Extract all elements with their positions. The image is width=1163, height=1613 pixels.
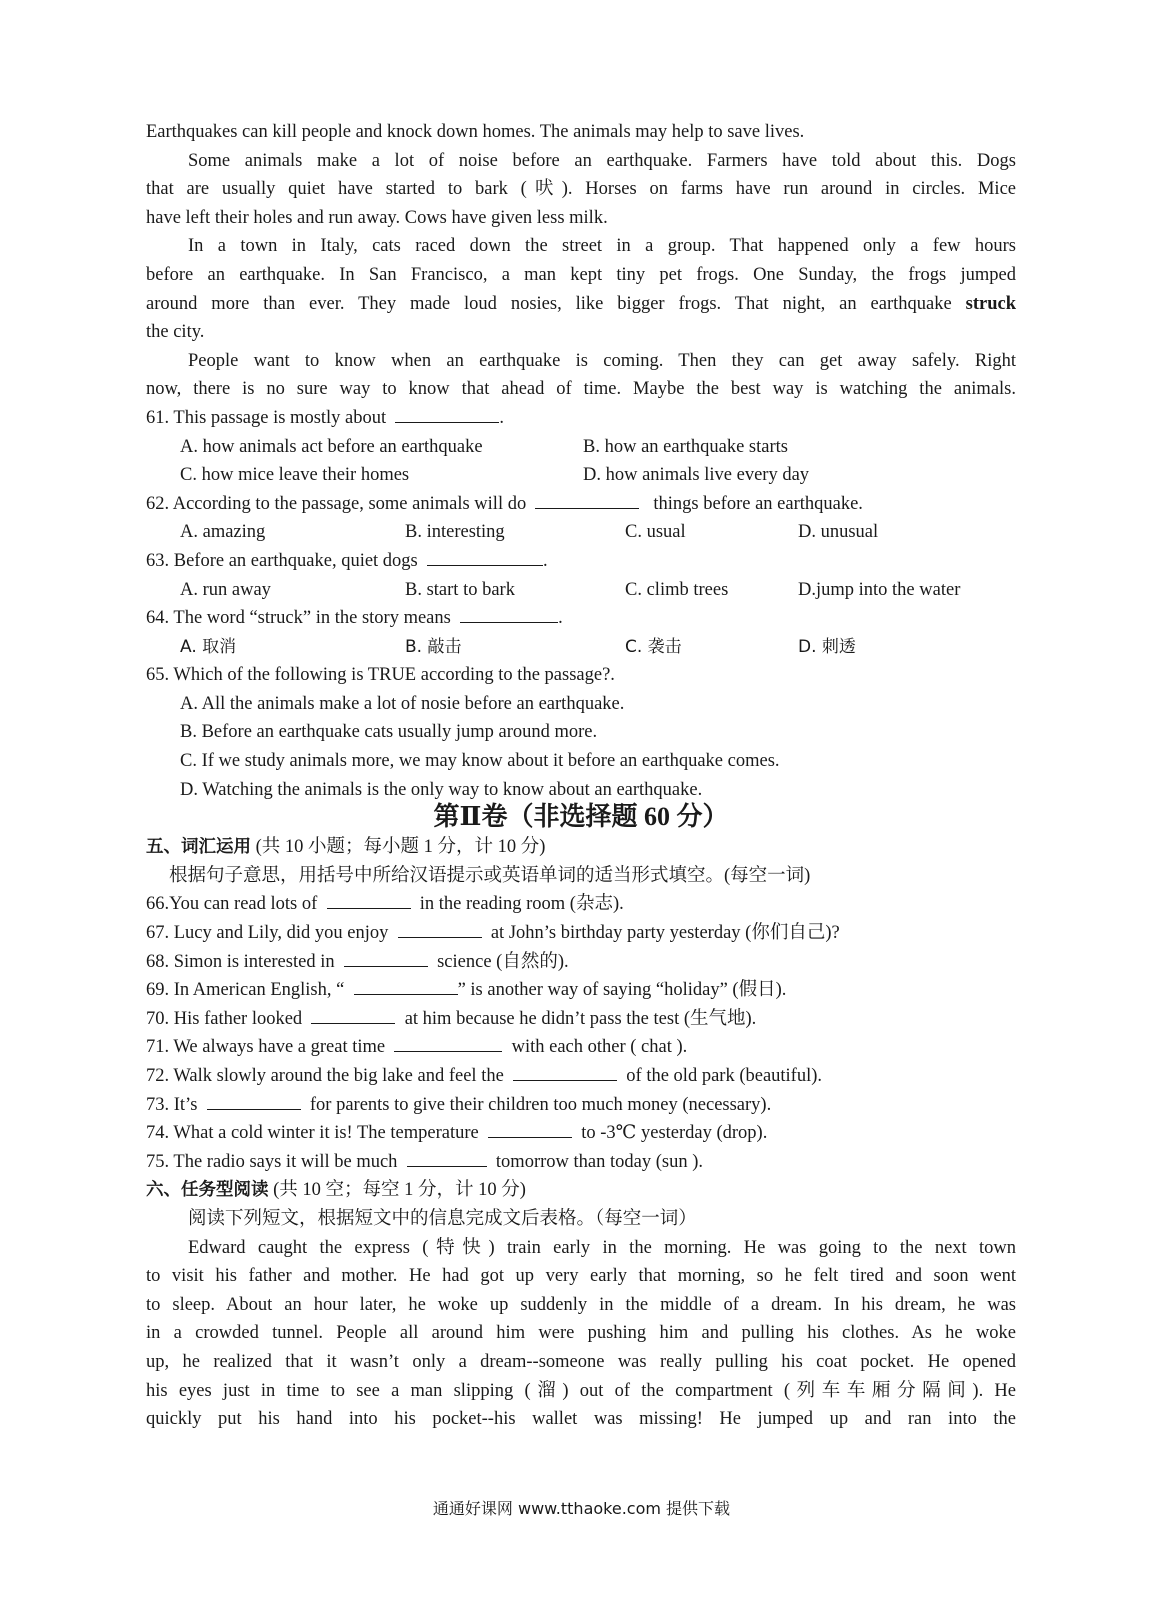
passage-line: his eyes just in time to see a man slipping (溜) out of the compartment (列车车厢分隔间). He	[146, 1380, 1016, 1401]
passage-line: quickly put his hand into his pocket--his wallet was missing! He jumped up and ran into the	[146, 1409, 1016, 1430]
bold-word-struck: struck	[965, 293, 1017, 314]
item-text: 69. In American English, “	[146, 980, 345, 1001]
section-title: 六、任务型阅读	[146, 1180, 269, 1201]
passage-line: Earthquakes can kill people and knock down homes. The animals may help to save lives.	[146, 122, 805, 142]
item-text: 74. What a cold winter it is! The temperature	[146, 1123, 479, 1144]
option-d[interactable]: D.jump into the water	[798, 579, 961, 600]
answer-blank[interactable]	[311, 1005, 395, 1024]
answer-blank[interactable]	[394, 1033, 502, 1052]
answer-blank[interactable]	[513, 1062, 617, 1081]
passage-line	[146, 290, 1016, 319]
answer-blank[interactable]	[427, 547, 543, 566]
item-text: with each other ( chat ).	[511, 1037, 688, 1058]
item-text: science (自然的).	[437, 951, 569, 972]
options-row	[146, 576, 1016, 605]
option-c[interactable]: C. 袭击	[625, 636, 682, 657]
item-text: ” is another way of saying “holiday” (假日).	[457, 980, 787, 1001]
question-end: .	[543, 550, 548, 571]
option-a[interactable]: A. 取消	[180, 636, 237, 657]
question-stem: 64. The word “struck” in the story means	[146, 608, 451, 629]
item-text: in the reading room (杂志).	[419, 894, 624, 915]
vocab-item-71	[146, 1033, 1016, 1062]
question-61	[146, 404, 1016, 433]
option-a[interactable]: A. All the animals make a lot of nosie before an earthquake.	[180, 693, 625, 714]
section-6-heading	[146, 1176, 1016, 1205]
option-a[interactable]: A. how animals act before an earthquake	[180, 436, 483, 457]
option-c[interactable]: C. how mice leave their homes	[180, 465, 410, 486]
answer-blank[interactable]	[395, 404, 499, 423]
item-text: 73. It’s	[146, 1094, 198, 1115]
answer-blank[interactable]	[535, 490, 639, 509]
option-d[interactable]: D. Watching the animals is the only way to know about an earthquake.	[180, 779, 703, 800]
answer-blank[interactable]	[327, 890, 411, 909]
answer-blank[interactable]	[460, 604, 558, 623]
question-stem: 61. This passage is mostly about	[146, 407, 387, 428]
item-text: at him because he didn’t pass the test (生气地).	[404, 1008, 757, 1029]
question-64	[146, 604, 1016, 633]
vocab-item-67	[146, 919, 1016, 948]
option-a[interactable]: A. amazing	[180, 522, 266, 543]
question-end: .	[558, 608, 563, 629]
passage-line: Edward caught the express (特快) train early in the morning. He was going to the next town	[188, 1237, 1016, 1258]
answer-blank[interactable]	[407, 1148, 487, 1167]
item-text: 71. We always have a great time	[146, 1037, 386, 1058]
passage-line: to visit his father and mother. He had got up very early that morning, so he felt tired and soon went	[146, 1266, 1016, 1287]
passage-line: to sleep. About an hour later, he woke up suddenly in the middle of a dream. In his dream, he was	[146, 1294, 1016, 1315]
item-text: 66.You can read lots of	[146, 894, 318, 915]
options-row	[146, 518, 1016, 547]
passage-line: People want to know when an earthquake is coming. Then they can get away safely. Right	[188, 350, 1016, 371]
item-text: 72. Walk slowly around the big lake and feel the	[146, 1066, 504, 1086]
section-instruction: 根据句子意思，用括号中所给汉语提示或英语单词的适当形式填空。(每空一词)	[169, 865, 811, 886]
answer-blank[interactable]	[207, 1091, 301, 1110]
passage-line: Some animals make a lot of noise before an earthquake. Farmers have told about this. Dogs	[188, 150, 1016, 171]
part-2-title: 第Ⅱ卷（非选择题 60 分）	[433, 802, 729, 832]
passage-line: in a crowded tunnel. People all around him were pushing him and pulling his clothes. As he woke	[146, 1323, 1016, 1344]
question-stem: 62. According to the passage, some animals will do	[146, 493, 527, 514]
vocab-item-73	[146, 1091, 1016, 1120]
section-instruction: 阅读下列短文，根据短文中的信息完成文后表格。（每空一词）	[188, 1208, 697, 1229]
passage-line: up, he realized that it wasn’t only a dream--someone was really pulling his coat pocket. He opened	[146, 1351, 1016, 1372]
option-b[interactable]: B. interesting	[405, 522, 505, 543]
section-title: 五、词汇运用	[146, 837, 251, 858]
item-text: for parents to give their children too much money (necessary).	[309, 1094, 772, 1115]
passage-line: the city.	[146, 322, 205, 343]
item-text: of the old park (beautiful).	[626, 1066, 823, 1086]
section-info: (共 10 小题；每小题 1 分，计 10 分)	[255, 837, 546, 858]
vocab-item-75	[146, 1148, 1016, 1177]
option-d[interactable]: D. unusual	[798, 522, 879, 543]
question-62	[146, 490, 1016, 519]
passage-line: before an earthquake. In San Francisco, a man kept tiny pet frogs. One Sunday, the frogs jumped	[146, 264, 1016, 285]
answer-blank[interactable]	[354, 976, 458, 995]
option-b[interactable]: B. how an earthquake starts	[583, 436, 788, 457]
question-end: things before an earthquake.	[653, 493, 863, 514]
options-row	[146, 433, 1016, 462]
vocab-item-68	[146, 948, 1016, 977]
option-b[interactable]: B. start to bark	[405, 579, 515, 600]
passage-line: have left their holes and run away. Cows have given less milk.	[146, 207, 608, 228]
answer-blank[interactable]	[344, 948, 428, 967]
question-end: .	[499, 407, 505, 428]
option-c[interactable]: C. If we study animals more, we may know about it before an earthquake comes.	[180, 751, 780, 772]
question-63	[146, 547, 1016, 576]
passage-text: around more than ever. They made loud nosies, like bigger frogs. That night, an earthquake	[146, 293, 952, 314]
item-text: to -3℃ yesterday (drop).	[581, 1123, 768, 1144]
question-stem: 63. Before an earthquake, quiet dogs	[146, 550, 418, 571]
answer-blank[interactable]	[488, 1119, 572, 1138]
option-c[interactable]: C. climb trees	[625, 579, 729, 600]
option-d[interactable]: D. 刺透	[798, 636, 856, 657]
options-row	[146, 461, 1016, 490]
passage-line: In a town in Italy, cats raced down the street in a group. That happened only a few hours	[188, 236, 1016, 257]
vocab-item-72	[146, 1062, 1016, 1091]
item-text: tomorrow than today (sun ).	[495, 1151, 703, 1172]
item-text: 68. Simon is interested in	[146, 951, 335, 972]
passage-line: that are usually quiet have started to bark (吠). Horses on farms have run around in circles. Mice	[146, 179, 1016, 200]
option-b[interactable]: B. Before an earthquake cats usually jump around more.	[180, 722, 598, 743]
option-c[interactable]: C. usual	[625, 522, 686, 543]
question-65: 65. Which of the following is TRUE according to the passage?.	[146, 665, 615, 686]
item-text: 75. The radio says it will be much	[146, 1151, 398, 1172]
option-b[interactable]: B. 敲击	[405, 636, 462, 657]
option-d[interactable]: D. how animals live every day	[583, 465, 810, 486]
option-a[interactable]: A. run away	[180, 579, 271, 600]
item-text: 67. Lucy and Lily, did you enjoy	[146, 923, 389, 944]
vocab-item-66	[146, 890, 1016, 919]
vocab-item-69	[146, 976, 1016, 1005]
section-5-heading	[146, 833, 1016, 862]
section-info: (共 10 空；每空 1 分，计 10 分)	[273, 1180, 526, 1201]
page-footer: 通通好课网 www.tthaoke.com 提供下载	[432, 1499, 731, 1518]
passage-line: now, there is no sure way to know that ahead of time. Maybe the best way is watching the animals.	[146, 379, 1016, 400]
vocab-item-70	[146, 1005, 1016, 1034]
item-text: 70. His father looked	[146, 1008, 303, 1029]
vocab-item-74	[146, 1119, 1016, 1148]
page-content	[146, 118, 1016, 1434]
answer-blank[interactable]	[398, 919, 482, 938]
item-text: at John’s birthday party yesterday (你们自己)?	[490, 923, 840, 944]
options-row	[146, 633, 1016, 662]
